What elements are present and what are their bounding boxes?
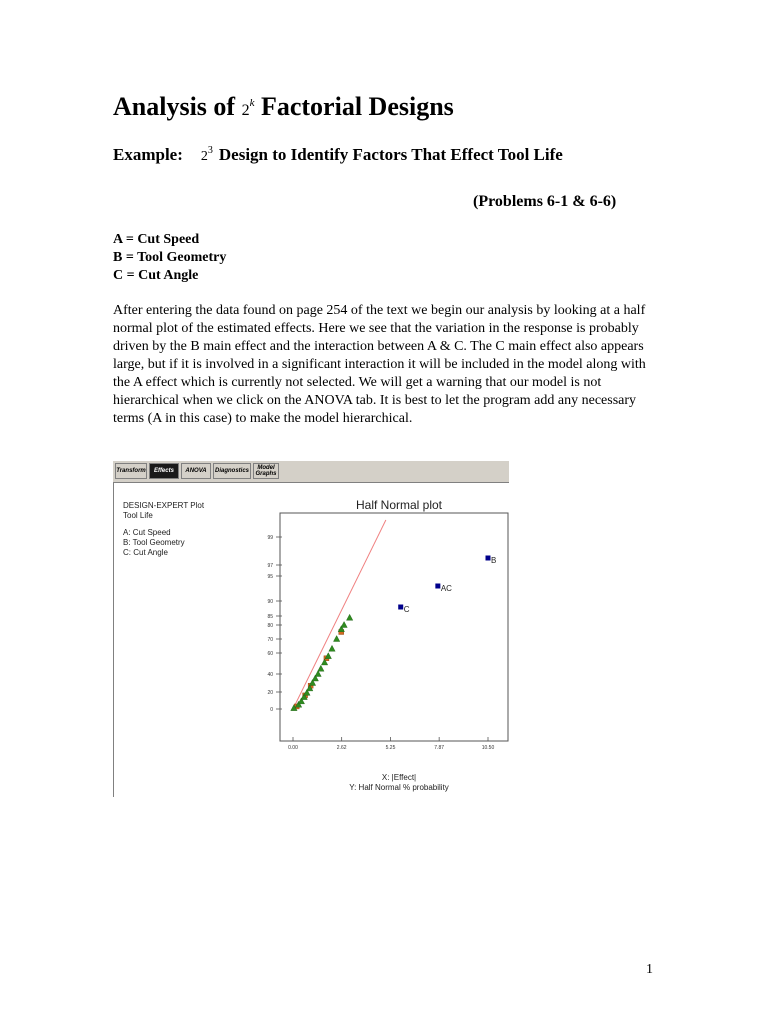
tab-effects[interactable]: Effects: [149, 463, 179, 479]
y-tick-label: 85: [267, 614, 273, 620]
effect-label: B: [491, 556, 497, 565]
y-tick-label: 99: [267, 535, 273, 541]
tab-model-graphs[interactable]: Model Graphs: [253, 463, 279, 479]
page-number: 1: [646, 962, 653, 977]
y-tick-label: 80: [267, 623, 273, 629]
tab-diagnostics[interactable]: Diagnostics: [213, 463, 251, 479]
design-expert-screenshot: [113, 461, 509, 797]
error-triangle-point: [329, 645, 335, 651]
title-exponent-expression: 2$^k$: [241, 97, 255, 119]
selected-effect-point: [435, 584, 440, 589]
problems-reference: (Problems 6-1 & 6-6): [473, 193, 617, 210]
plot-factor-label: B: Tool Geometry: [123, 538, 185, 547]
y-tick-label: 60: [267, 651, 273, 657]
factor-item: A = Cut Speed: [113, 232, 200, 247]
title-suffix: Factorial Designs: [260, 92, 454, 121]
title-prefix: Analysis of: [113, 92, 236, 121]
subtitle-exponent-expression: $2^3$: [200, 145, 213, 164]
x-tick-label: 5.25: [385, 745, 396, 751]
tab-anova[interactable]: ANOVA: [181, 463, 211, 479]
selected-effect-point: [486, 556, 491, 561]
factor-item: B = Tool Geometry: [113, 250, 227, 265]
plot-response-label: Tool Life: [123, 511, 153, 520]
chart-title: Half Normal plot: [355, 498, 443, 512]
fit-line: [293, 520, 386, 709]
x-tick-label: 0.00: [288, 745, 298, 751]
x-tick-label: 10.50: [481, 745, 495, 751]
x-axis: [288, 737, 494, 751]
effect-label: C: [403, 605, 410, 614]
y-tick-label: 70: [267, 637, 273, 643]
error-triangle-point: [346, 614, 352, 620]
data-marks: [291, 520, 497, 711]
page-title: [113, 92, 454, 122]
effect-label: AC: [440, 584, 452, 593]
plot-frame: [280, 513, 508, 741]
y-tick-label: 90: [267, 599, 273, 605]
error-triangle-point: [318, 665, 324, 671]
error-triangle-point: [333, 636, 339, 642]
factor-list: [113, 231, 226, 285]
plot-factor-label: A: Cut Speed: [123, 528, 171, 537]
selected-effect-point: [398, 605, 403, 610]
plot-factor-label: C: Cut Angle: [123, 548, 168, 557]
x-tick-label: 7.87: [434, 745, 445, 751]
x-tick-label: 2.62: [336, 745, 347, 751]
body-paragraph: After entering the data found on page 254 of the text we begin our analysis by looking at a half normal plot of the estimated effects. Here we see that the variation in the response is probably driven by the B main effect and the interaction between A & C. The C main effect also appears large, but if it is involved in a significant interaction it will be included in the model along with the A effect which is currently not selected. We will get a warning that our model is not hierarchical when we click on the ANOVA tab. It is best to let the program add any necessary terms (A in this case) to make the model hierarchical.: [113, 303, 646, 426]
plot-software-label: DESIGN-EXPERT Plot: [123, 501, 205, 510]
y-tick-label: 40: [267, 672, 273, 678]
y-axis-label: Y: Half Normal % probability: [349, 783, 449, 792]
error-triangle-point: [341, 622, 347, 628]
y-tick-label: 0: [270, 707, 273, 713]
factor-item: C = Cut Angle: [113, 268, 199, 283]
y-tick-label: 97: [267, 563, 273, 569]
tab-transform[interactable]: Transform: [115, 463, 147, 479]
x-axis-label: X: |Effect|: [381, 773, 417, 782]
example-heading: Example: $2^3$ Design to Identify Factors That Effect Tool Life: [113, 145, 563, 164]
y-tick-label: 95: [267, 574, 273, 580]
y-tick-label: 20: [267, 690, 273, 696]
half-normal-chart: [113, 461, 509, 797]
